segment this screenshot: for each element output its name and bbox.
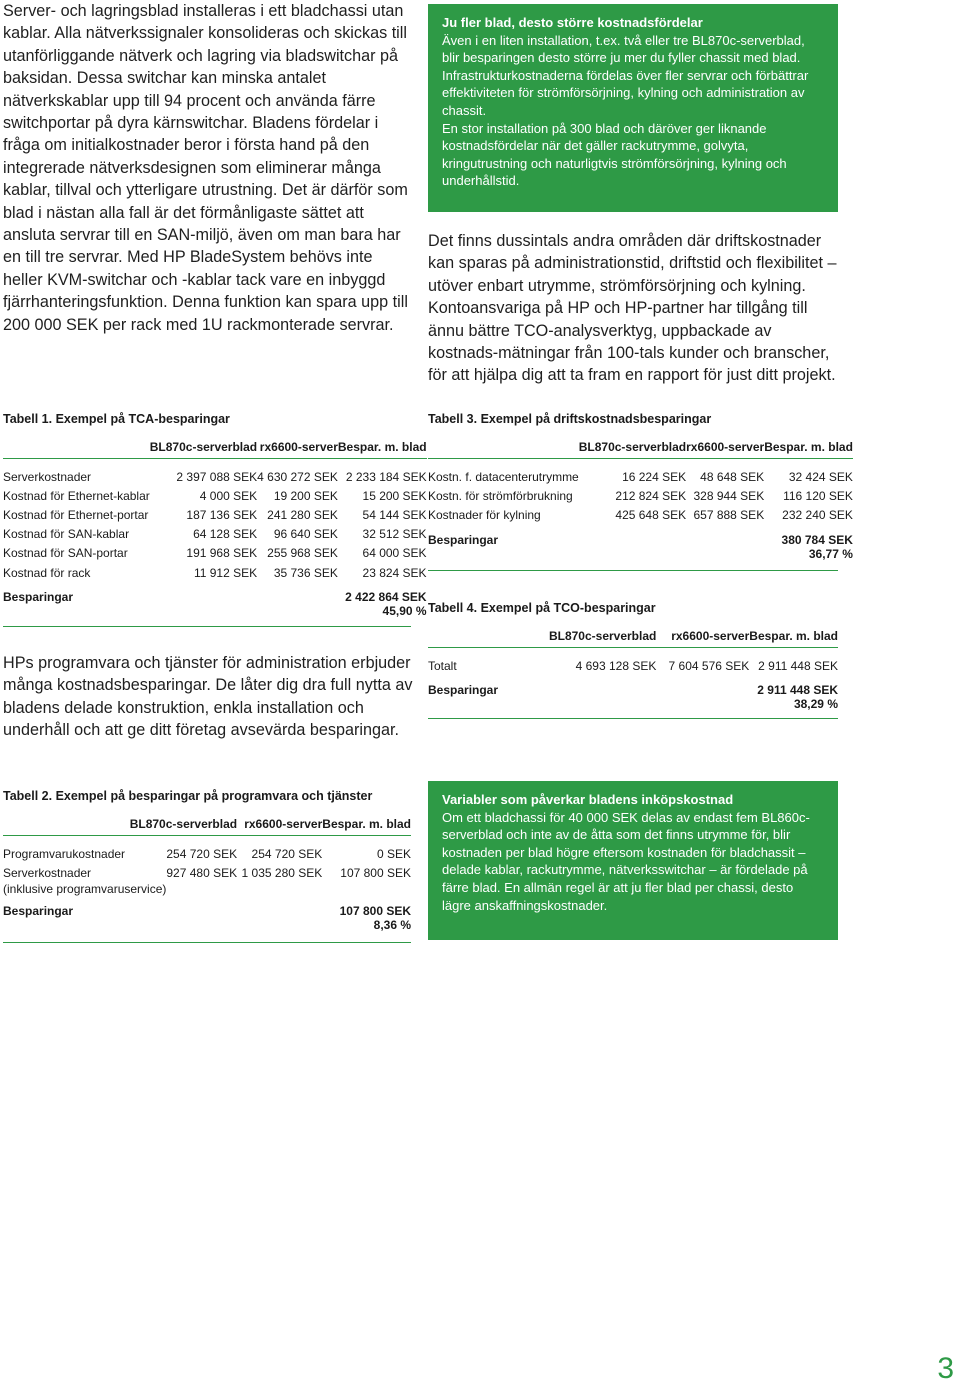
savings-percent-row [3, 918, 411, 932]
savings-row [428, 675, 838, 697]
cell-value: 1 035 280 SEK [241, 865, 323, 880]
table-title: Tabell 1. Exempel på TCA-besparingar [3, 412, 230, 426]
info-box-paragraph: En stor installation på 300 blad och däröver ger liknande kostnadsfördelar när det gäller rackutrymme, golvyta, kringutrustning och naturligtvis strömförsörjning, kylning och underhållstid. [442, 120, 787, 189]
cell-value: 927 480 SEK [166, 865, 238, 880]
column-header: rx6600-server [259, 440, 338, 454]
cell-value: 19 200 SEK [273, 488, 338, 503]
row-label: Totalt [428, 658, 457, 673]
column-header: Bespar. m. blad [764, 440, 853, 454]
info-box-more-blades [428, 4, 838, 212]
cell-value: 0 SEK [376, 846, 411, 861]
cell-value: 191 968 SEK [186, 546, 258, 561]
table-title: Tabell 4. Exempel på TCO-besparingar [428, 601, 656, 615]
table-row [3, 505, 427, 524]
table-title: Tabell 3. Exempel på driftskostnadsbesparingar [428, 412, 712, 426]
row-label: Kostn. för strömförbrukning [428, 488, 573, 503]
cell-value: 328 944 SEK [693, 488, 765, 503]
cell-value: 64 128 SEK [193, 527, 258, 542]
table-bottom-rule [428, 718, 838, 719]
cell-value: 255 968 SEK [267, 546, 338, 561]
column-header: BL870c-serverblad [149, 440, 258, 454]
cell-value: 96 640 SEK [273, 527, 338, 542]
row-label: Kostnad för SAN-kablar [3, 527, 130, 542]
cell-value: 2 911 448 SEK [758, 658, 838, 673]
savings-label: Besparingar [3, 904, 74, 919]
info-box-title: Variabler som påverkar bladens inköpskostnad [442, 792, 734, 807]
column-header: rx6600-server [244, 817, 323, 831]
column-header: Bespar. m. blad [749, 629, 838, 643]
savings-value: 380 784 SEK [781, 532, 853, 547]
data-table [428, 440, 853, 561]
row-label: Kostnad för Ethernet-portar [3, 507, 149, 522]
savings-percent: 38,29 % [793, 697, 838, 712]
row-label: Kostn. f. datacenterutrymme [428, 469, 579, 484]
info-box-purchase-variables [428, 781, 838, 940]
table-2 [3, 789, 411, 932]
cell-value: 11 912 SEK [193, 565, 258, 580]
cell-value: 2 233 184 SEK [345, 469, 427, 484]
column-header: BL870c-serverblad [548, 629, 657, 643]
table-1 [3, 412, 427, 619]
cell-value: 32 512 SEK [362, 527, 427, 542]
savings-value: 2 911 448 SEK [757, 683, 838, 698]
row-label: Kostnad för SAN-portar [3, 546, 128, 561]
row-label: Kostnader för kylning [428, 507, 541, 522]
cell-value: 32 424 SEK [788, 469, 853, 484]
table-header-row [3, 817, 411, 836]
row-label: Serverkostnader [3, 865, 92, 880]
table-header-row [428, 629, 838, 648]
info-box-title: Ju fler blad, desto större kostnadsfördelar [442, 15, 703, 30]
cell-value: 54 144 SEK [362, 507, 427, 522]
row-label: Serverkostnader [3, 469, 92, 484]
cell-value: 254 720 SEK [251, 846, 323, 861]
page-number: 3 [937, 1352, 954, 1385]
data-table [3, 817, 411, 932]
table-row [3, 544, 427, 563]
table-row [428, 486, 853, 505]
hp-software-paragraph: HPs programvara och tjänster för administration erbjuder många kostnadsbesparingar. De låter dig dra full nytta av bladens delade konstruktion, enkla installation och underhåll och att ge ditt företag avsevärda besparingar. [3, 654, 413, 740]
cell-value: 2 397 088 SEK [176, 469, 258, 484]
savings-label: Besparingar [428, 683, 499, 698]
column-header: rx6600-server [686, 440, 765, 454]
cell-value: 23 824 SEK [362, 565, 427, 580]
row-note: (inklusive programvaruservice) [3, 882, 167, 897]
table-note-row [3, 882, 411, 896]
table-title: Tabell 2. Exempel på besparingar på programvara och tjänster [3, 789, 373, 803]
column-header: BL870c-serverblad [129, 817, 238, 831]
info-box-paragraph: Även i en liten installation, t.ex. två eller tre BL870c-serverblad, blir besparingen desto större ju mer du fyller chassit med blad. Infrastrukturkostnaderna fördelas över fler servrar och förbättrar effektiviteten för strömförsörjning, kylning och administration av chassit. [442, 32, 809, 118]
cell-value: 4 000 SEK [199, 488, 258, 503]
savings-row [428, 525, 853, 547]
table-bottom-rule [428, 570, 838, 571]
cell-value: 48 648 SEK [700, 469, 765, 484]
savings-percent: 36,77 % [808, 546, 853, 561]
data-table [3, 440, 427, 618]
savings-percent: 45,90 % [382, 604, 427, 619]
table-4 [428, 601, 838, 711]
savings-percent-row [428, 697, 838, 711]
row-label: Programvarukostnader [3, 846, 126, 861]
table-row [3, 563, 427, 582]
cell-value: 116 120 SEK [783, 488, 853, 503]
table-header-row [3, 440, 427, 459]
cell-value: 657 888 SEK [693, 507, 765, 522]
column-header: Bespar. m. blad [322, 817, 411, 831]
column-header: Bespar. m. blad [337, 440, 427, 454]
cell-value: 4 630 272 SEK [257, 469, 338, 484]
table-row [428, 505, 853, 524]
table-row [428, 459, 853, 487]
cell-value: 4 693 128 SEK [575, 658, 657, 673]
cell-value: 254 720 SEK [166, 846, 238, 861]
savings-percent-row [3, 604, 427, 618]
table-bottom-rule [3, 626, 411, 627]
cell-value: 212 824 SEK [615, 488, 687, 503]
row-label: Kostnad för rack [3, 565, 91, 580]
column-header: rx6600-server [671, 629, 750, 643]
cell-value: 232 240 SEK [782, 507, 853, 522]
row-label: Kostnad för Ethernet-kablar [3, 488, 150, 503]
savings-row [3, 582, 427, 604]
cell-value: 187 136 SEK [186, 507, 258, 522]
intro-paragraph: Server- och lagringsblad installeras i ett bladchassi utan kablar. Alla nätverkssignaler konsolideras och skickas till utanförliggande nätverk och lagring via bladswitchar på baksidan. Dessa switchar kan minska antalet nätverkskablar upp till 94 procent och använda färre switchportar på dyra kärnswitchar. Bladens fördelar i fråga om initialkostnader beror i första hand på den integrerade nätverksdesignen som eliminerar många kablar, tillval och ytterligare utrustning. Det är därför som blad i nästan alla fall är det förmånligaste sättet att ansluta servrar till en SAN-miljö, även om man bara har en till tre servrar. Med HP BladeSystem behövs inte heller KVM-switchar och -kablar tack vare en inbyggd fjärrhanteringsfunktion. Denna funktion kan spara upp till 200 000 SEK per rack med 1U rackmonterade servrar. [3, 2, 408, 334]
cell-value: 7 604 576 SEK [668, 658, 750, 673]
info-box-paragraph: Om ett bladchassi för 40 000 SEK delas av endast fem BL860c-serverblad och inte av de åtta som det finns utrymme för, blir kostnaden per blad högre eftersom kostnaden för bladchassit – delade kablar, rackutrymme, nätverksswitchar – är fördelade på färre blad. En allmän regel är att ju fler blad per chassi, desto lägre anskaffningskostnader. [442, 809, 810, 913]
cell-value: 16 224 SEK [622, 469, 687, 484]
savings-label: Besparingar [3, 590, 74, 605]
table-row [428, 648, 838, 676]
savings-percent: 8,36 % [373, 918, 411, 933]
table-row [3, 863, 411, 882]
table-header-row [428, 440, 853, 459]
operating-costs-paragraph: Det finns dussintals andra områden där driftskostnader kan sparas på administrationstid, driftstid och flexibilitet – utöver enbart utrymme, strömförsörjning och kylning. Kontoansvariga på HP och HP-partner har tillgång till ännu bättre TCO-analysverktyg, uppbackade av kostnads-mätningar från 100-tals kunder och branscher, för att hjälpa dig att ta fram en rapport för just ditt projekt. [428, 232, 837, 385]
cell-value: 35 736 SEK [273, 565, 338, 580]
savings-percent-row [428, 547, 853, 561]
cell-value: 241 280 SEK [267, 507, 338, 522]
table-3 [428, 412, 853, 561]
savings-row [3, 896, 411, 918]
cell-value: 425 648 SEK [615, 507, 687, 522]
table-row [3, 525, 427, 544]
cell-value: 107 800 SEK [340, 865, 411, 880]
table-row [3, 836, 411, 864]
table-row [3, 486, 427, 505]
column-header: BL870c-serverblad [578, 440, 687, 454]
savings-label: Besparingar [428, 532, 499, 547]
data-table [428, 629, 838, 711]
cell-value: 15 200 SEK [362, 488, 427, 503]
savings-value: 107 800 SEK [339, 904, 411, 919]
savings-value: 2 422 864 SEK [345, 590, 427, 605]
table-row [3, 459, 427, 487]
table-bottom-rule [3, 942, 411, 943]
cell-value: 64 000 SEK [362, 546, 427, 561]
